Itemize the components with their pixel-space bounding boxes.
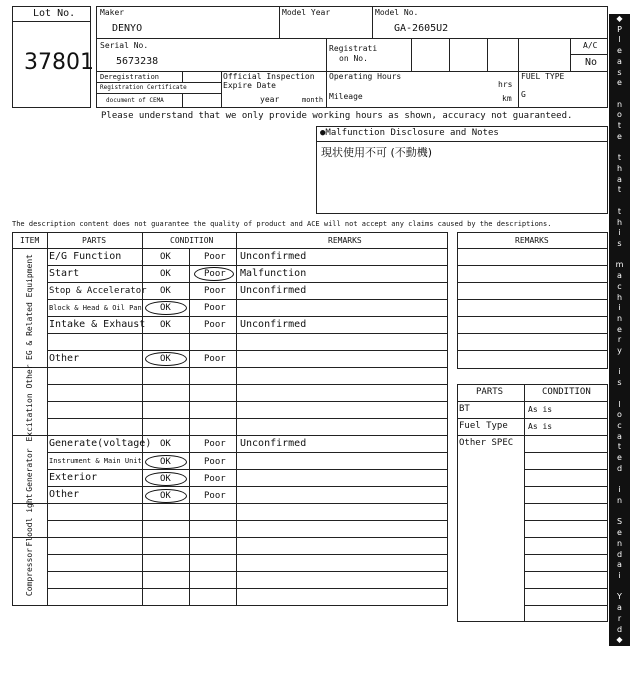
sidebar-char: d	[616, 463, 623, 473]
ok-label: OK	[160, 474, 171, 484]
ok-label: OK	[160, 320, 171, 330]
part-instrument-main-unit: Instrument & Main Unit	[49, 457, 142, 465]
cema-label: document of CEMA	[106, 97, 164, 104]
parts-header: PARTS	[82, 236, 107, 245]
year-label: year	[260, 95, 280, 104]
spec-part-other-spec: Other SPEC	[459, 438, 514, 448]
sidebar-char: ◆	[616, 635, 623, 645]
sidebar-char: i	[618, 571, 621, 581]
ok-label: OK	[160, 439, 171, 449]
sidebar-char: t	[617, 121, 622, 131]
poor-label: Poor	[204, 439, 226, 449]
sidebar-char: s	[617, 378, 622, 388]
sidebar-char: n	[616, 538, 623, 548]
sidebar-char: n	[616, 313, 623, 323]
fuel-type-label: FUEL TYPE	[521, 72, 565, 81]
ok-label: OK	[160, 286, 171, 296]
ok-label: OK	[160, 269, 171, 279]
remark-stop-accelerator: Unconfirmed	[240, 285, 307, 296]
malfunction-box	[316, 126, 608, 214]
part-exterior: Exterior	[49, 472, 98, 483]
sidebar-char: t	[617, 153, 622, 163]
spec-condition-header: CONDITION	[542, 387, 591, 397]
km-unit: km	[502, 94, 512, 103]
sidebar-char: i	[618, 303, 621, 313]
sidebar-char: P	[617, 24, 622, 34]
group-eg: EG & Related Equipment	[25, 254, 34, 360]
part-block-head-oil-pan: Block & Head & Oil Pan	[49, 304, 142, 312]
group-floodlight: Floodl ight	[25, 493, 34, 547]
month-label: month	[302, 96, 324, 104]
sidebar-char: l	[618, 399, 621, 409]
sidebar-char: e	[617, 46, 622, 56]
poor-label: Poor	[204, 252, 226, 262]
maker-label: Maker	[100, 8, 125, 17]
remark-eg-function: Unconfirmed	[240, 251, 307, 262]
spec-part-bt: BT	[459, 404, 470, 414]
sidebar-char: n	[616, 496, 623, 506]
part-intake-exhaust: Intake & Exhaust	[49, 319, 146, 330]
location-notice-sidebar	[609, 14, 630, 646]
poor-label: Poor	[204, 491, 226, 501]
condition-header: CONDITION	[170, 236, 214, 245]
ok-label: OK	[160, 457, 171, 467]
sidebar-char: n	[616, 99, 623, 109]
sidebar-char: d	[616, 624, 623, 634]
sidebar-char: o	[617, 110, 622, 120]
deregistration-label: Deregistration	[100, 73, 160, 81]
sidebar-char: e	[617, 324, 622, 334]
sidebar-char: c	[617, 281, 622, 291]
poor-label: Poor	[204, 303, 226, 313]
spec-condition-bt: As is	[528, 405, 553, 414]
remark-generate-voltage: Unconfirmed	[240, 438, 307, 449]
sidebar-char: i	[618, 485, 621, 495]
sidebar-char: a	[617, 603, 622, 613]
lot-label: Lot No.	[33, 8, 76, 19]
part-stop-accelerator: Stop & Accelerator	[49, 286, 147, 296]
sidebar-char: r	[617, 613, 622, 623]
sidebar-char: a	[617, 174, 622, 184]
inspection-label: Official Inspection	[223, 72, 315, 81]
sidebar-char: c	[617, 421, 622, 431]
operating-hours-label: Operating Hours	[329, 72, 402, 81]
ok-label: OK	[160, 491, 171, 501]
sidebar-char: t	[617, 185, 622, 195]
sidebar-char: d	[616, 549, 623, 559]
poor-label: Poor	[204, 320, 226, 330]
sidebar-char: a	[617, 560, 622, 570]
sidebar-char: Y	[617, 592, 622, 602]
fuel-type-value: G	[521, 90, 526, 99]
sidebar-char: e	[617, 528, 622, 538]
sidebar-char: h	[616, 292, 623, 302]
sidebar-char: e	[617, 78, 622, 88]
inspection-label-2: Expire Date	[223, 81, 276, 90]
sidebar-char: ◆	[616, 14, 623, 23]
remarks-header: REMARKS	[328, 236, 362, 245]
sidebar-char: a	[617, 56, 622, 66]
part-other-generator: Other	[49, 489, 80, 500]
part-generate-voltage: Generate(voltage)	[49, 438, 152, 449]
sidebar-char: i	[618, 367, 621, 377]
remark-intake-exhaust: Unconfirmed	[240, 319, 307, 330]
spec-condition-fuel-type: As is	[528, 422, 553, 431]
spec-part-fuel-type: Fuel Type	[459, 421, 508, 431]
sidebar-char: h	[616, 163, 623, 173]
sidebar-char: r	[617, 335, 622, 345]
malfunction-text: 現状使用不可 (不動機)	[321, 146, 433, 159]
sidebar-char: s	[617, 238, 622, 248]
ac-value: No	[585, 57, 598, 68]
maker-value: DENYO	[112, 23, 143, 34]
poor-label: Poor	[204, 354, 226, 364]
ok-label: OK	[160, 354, 171, 364]
malfunction-title: ●Malfunction Disclosure and Notes	[320, 128, 499, 138]
right-remarks-header: REMARKS	[515, 236, 549, 245]
part-start: Start	[49, 268, 80, 279]
sidebar-char: o	[617, 410, 622, 420]
sidebar-char: t	[617, 442, 622, 452]
group-excitation: Excitation Other	[25, 364, 34, 442]
hours-notice: Please understand that we only provide working hours as shown, accuracy not guaranteed.	[101, 111, 573, 121]
model-no-label: Model No.	[375, 8, 419, 17]
serial-label: Serial No.	[100, 41, 149, 50]
ok-label: OK	[160, 252, 171, 262]
hrs-unit: hrs	[498, 80, 513, 89]
sidebar-char: m	[615, 260, 624, 270]
ok-label: OK	[160, 303, 171, 313]
poor-label: Poor	[204, 286, 226, 296]
poor-label: Poor	[204, 457, 226, 467]
registration-label-2: on No.	[339, 54, 368, 63]
mileage-label: Mileage	[329, 92, 363, 101]
part-eg-function: E/G Function	[49, 251, 122, 262]
sidebar-char: S	[616, 517, 623, 527]
sidebar-char: h	[616, 217, 623, 227]
sidebar-char: e	[617, 453, 622, 463]
sidebar-char: e	[617, 131, 622, 141]
sidebar-char: t	[617, 206, 622, 216]
sidebar-char: a	[617, 271, 622, 281]
part-other-eg: Other	[49, 353, 80, 364]
disclaimer: The description content does not guarantee the quality of product and ACE will not accept any claims caused by the descriptions.	[12, 220, 552, 228]
poor-label: Poor	[204, 269, 226, 279]
sidebar-char: l	[618, 35, 621, 45]
right-remarks-table	[457, 232, 608, 369]
model-year-label: Model Year	[282, 8, 331, 17]
serial-value: 5673238	[116, 56, 159, 67]
poor-label: Poor	[204, 474, 226, 484]
group-compressor: Compressor	[25, 547, 34, 597]
ac-label: A/C	[583, 41, 598, 50]
remark-start: Malfunction	[240, 268, 307, 279]
spec-parts-header: PARTS	[476, 387, 504, 397]
registration-label: Registrati	[329, 44, 378, 53]
registration-certificate-label: Registration Certificate	[100, 84, 187, 91]
group-generator: Generator	[25, 448, 34, 492]
sidebar-char: y	[617, 346, 622, 356]
lot-number: 37801	[24, 50, 94, 75]
item-header: ITEM	[20, 236, 40, 245]
sidebar-char: a	[617, 431, 622, 441]
sidebar-char: s	[617, 67, 622, 77]
sidebar-char: i	[618, 228, 621, 238]
model-no-value: GA-2605U2	[394, 23, 449, 34]
